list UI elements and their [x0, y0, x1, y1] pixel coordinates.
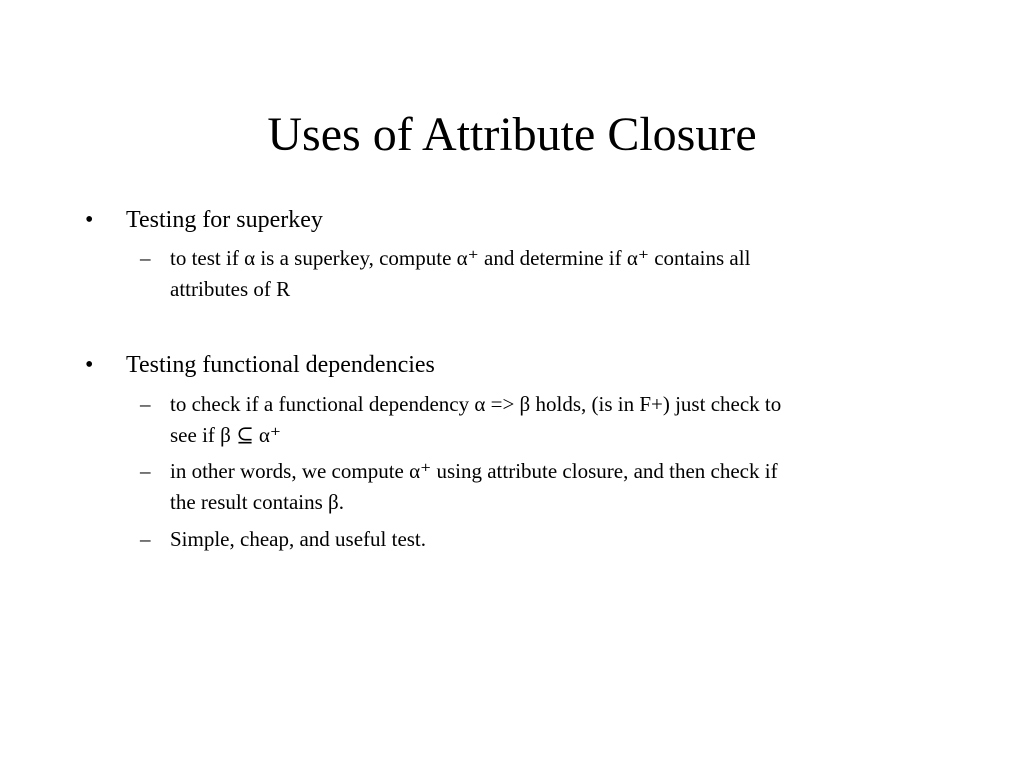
text-line: Simple, cheap, and useful test. [170, 527, 427, 551]
text-line: in other words, we compute α⁺ using attribute closure, and then check if [170, 459, 778, 483]
text-line: to test if α is a superkey, compute α⁺ and determine if α⁺ contains all [170, 246, 751, 270]
sub-bullet-text [170, 389, 930, 451]
sub-bullet-text [170, 456, 930, 518]
sub-bullet-marker: – [140, 459, 151, 483]
sub-bullet-marker: – [140, 246, 151, 270]
sub-bullet-text [170, 524, 930, 555]
bullet-heading-functional-dependencies: Testing functional dependencies [126, 352, 435, 378]
text-line: see if β ⊆ α⁺ [170, 423, 282, 447]
sub-bullet-text [170, 243, 930, 305]
text-line: the result contains β. [170, 490, 344, 514]
text-line: to check if a functional dependency α => β holds, (is in F+) just check to [170, 392, 782, 416]
sub-bullet-marker: – [140, 392, 151, 416]
bullet-marker: • [85, 207, 94, 233]
text-line: attributes of R [170, 277, 291, 301]
slide-title: Uses of Attribute Closure [267, 108, 757, 161]
sub-bullet-marker: – [140, 527, 151, 551]
bullet-heading-superkey: Testing for superkey [126, 207, 323, 233]
bullet-marker: • [85, 352, 94, 378]
